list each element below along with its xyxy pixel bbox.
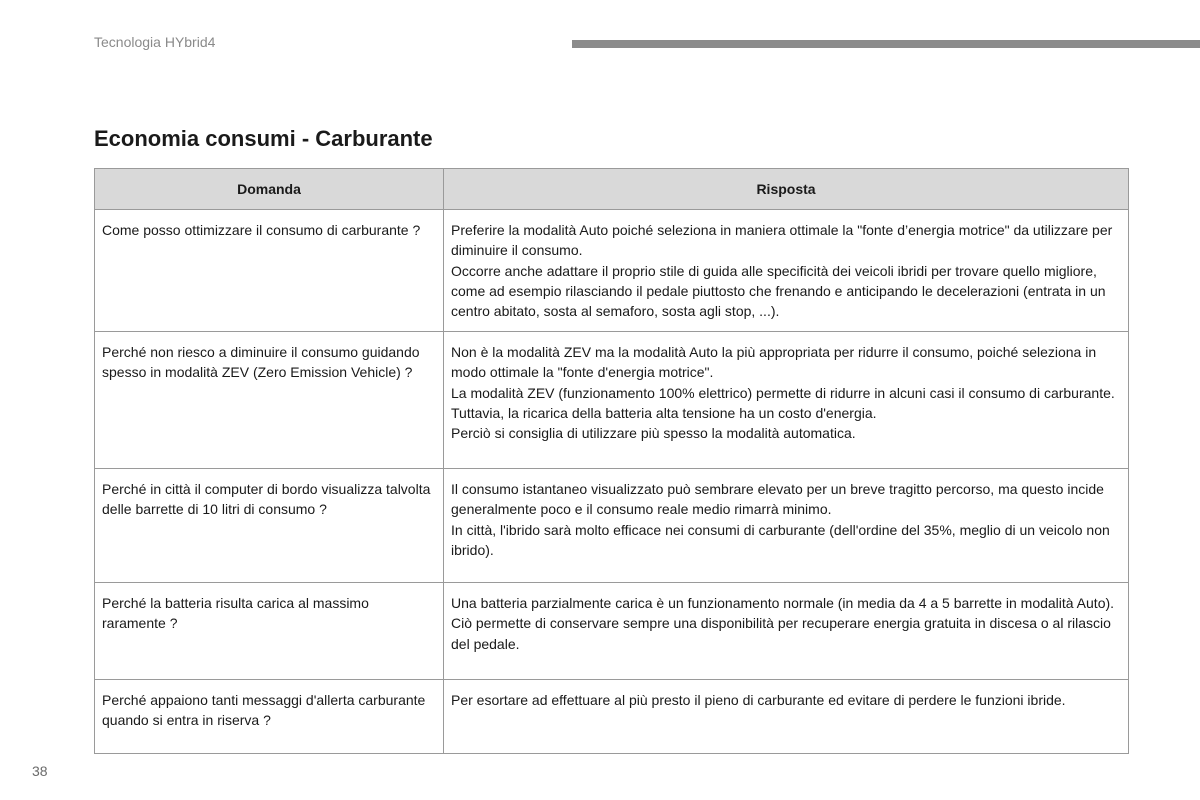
question-cell: Perché non riesco a diminuire il consumo guidando spesso in modalità ZEV (Zero Emission Vehicle) ?	[95, 332, 444, 469]
table-header-row	[95, 169, 1129, 210]
header-bar	[572, 40, 1200, 48]
page-title: Economia consumi - Carburante	[94, 126, 433, 151]
table-row	[95, 332, 1129, 469]
answer-cell	[444, 469, 1129, 583]
answer-paragraph: La modalità ZEV (funzionamento 100% elettrico) permette di ridurre in alcuni casi il consumo di carburante. Tuttavia, la ricarica della batteria alta tensione ha un costo d'energia.	[451, 384, 1115, 421]
answer-paragraph: Non è la modalità ZEV ma la modalità Auto la più appropriata per ridurre il consumo, poiché seleziona in modo ottimale la "fonte d'energia motrice".	[451, 344, 1097, 381]
table-row	[95, 469, 1129, 583]
answer-paragraph: Occorre anche adattare il proprio stile di guida alle specificità dei veicoli ibridi per trovare quello migliore, come ad esempio rilasciando il pedale piuttosto che frenando e anticipando le decelerazioni (entrata in un centro abitato, sosta al semaforo, sosta agli stop, ...).	[451, 262, 1106, 320]
answer-cell	[444, 583, 1129, 680]
answer-paragraph: Preferire la modalità Auto poiché seleziona in maniera ottimale la "fonte d’energia motrice" da utilizzare per diminuire il consumo.	[451, 222, 1113, 259]
answer-paragraph: Perciò si consiglia di utilizzare più spesso la modalità automatica.	[451, 425, 856, 442]
question-cell: Perché appaiono tanti messaggi d'allerta carburante quando si entra in riserva ?	[95, 680, 444, 754]
answer-paragraph: Il consumo istantaneo visualizzato può sembrare elevato per un breve tragitto percorso, ma questo incide generalmente poco e il consumo reale medio rimarrà minimo.	[451, 481, 1104, 518]
table-row	[95, 583, 1129, 680]
question-cell: Come posso ottimizzare il consumo di carburante ?	[95, 210, 444, 332]
qa-table	[94, 168, 1129, 754]
question-cell: Perché la batteria risulta carica al massimo raramente ?	[95, 583, 444, 680]
answer-cell	[444, 210, 1129, 332]
answer-cell	[444, 332, 1129, 469]
page-number: 38	[32, 763, 48, 779]
answer-paragraph: Ciò permette di conservare sempre una disponibilità per recuperare energia gratuita in discesa o al rilascio del pedale.	[451, 615, 1111, 652]
table-row	[95, 210, 1129, 332]
answer-paragraph: Una batteria parzialmente carica è un funzionamento normale (in media da 4 a 5 barrette in modalità Auto).	[451, 595, 1115, 612]
answer-cell	[444, 680, 1129, 754]
column-header-question: Domanda	[95, 169, 444, 210]
table-row	[95, 680, 1129, 754]
section-title: Tecnologia HYbrid4	[94, 34, 216, 50]
column-header-answer: Risposta	[444, 169, 1129, 210]
answer-paragraph: Per esortare ad effettuare al più presto il pieno di carburante ed evitare di perdere le funzioni ibride.	[451, 692, 1066, 709]
answer-paragraph: In città, l'ibrido sarà molto efficace nei consumi di carburante (dell'ordine del 35%, meglio di un veicolo non ibrido).	[451, 521, 1110, 558]
question-cell: Perché in città il computer di bordo visualizza talvolta delle barrette di 10 litri di consumo ?	[95, 469, 444, 583]
